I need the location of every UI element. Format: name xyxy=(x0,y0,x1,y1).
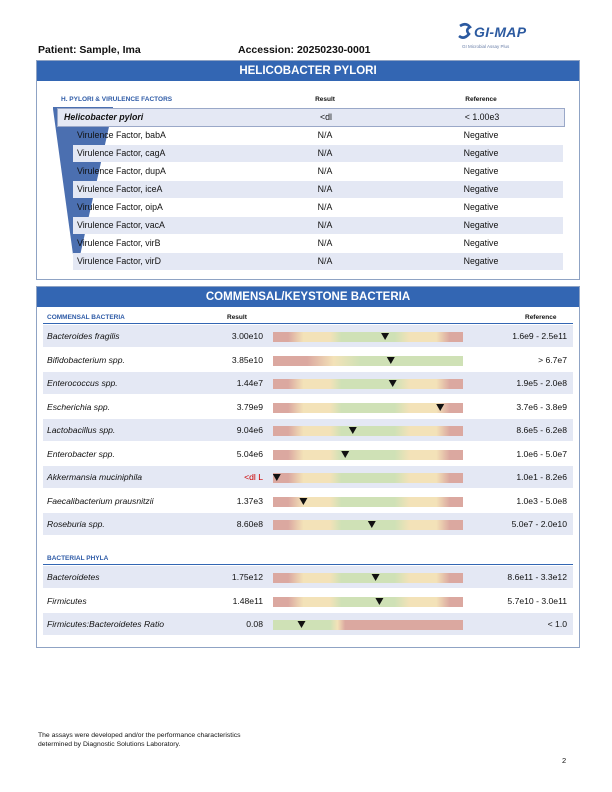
range-bar-fill xyxy=(273,356,463,366)
hp-row-name: Virulence Factor, virB xyxy=(77,238,161,248)
range-bar-fill xyxy=(273,597,463,607)
hp-row-result: N/A xyxy=(317,148,333,158)
table-row xyxy=(43,566,573,588)
hp-row-reference: Negative xyxy=(463,130,499,140)
range-bar xyxy=(273,496,463,508)
organism-name: Faecalibacterium prausnitzii xyxy=(47,495,154,506)
footer-disclaimer xyxy=(38,732,241,749)
table-row xyxy=(73,181,563,198)
range-bar xyxy=(273,355,463,367)
table-row xyxy=(73,163,563,180)
organism-name: Firmicutes xyxy=(47,595,87,606)
reference-range: < 1.0 xyxy=(547,619,567,629)
reference-range: 5.7e10 - 3.0e11 xyxy=(507,595,567,606)
hp-row-reference: Negative xyxy=(463,202,499,212)
page-number: 2 xyxy=(562,756,567,765)
phyla-table xyxy=(43,565,573,637)
footer-line: The assays were developed and/or the performance characteristics xyxy=(38,732,241,739)
table-row xyxy=(73,217,563,234)
reference-range: 1.6e9 - 2.5e11 xyxy=(512,331,567,341)
range-bar xyxy=(273,572,463,584)
commensal-result-header: Result xyxy=(227,314,247,321)
range-bar-fill xyxy=(273,573,463,583)
table-row xyxy=(43,349,573,371)
result-value: 5.04e6 xyxy=(236,448,263,459)
organism-name: Bacteroides fragilis xyxy=(47,331,120,341)
range-bar xyxy=(273,402,463,414)
range-bar-fill xyxy=(273,379,463,389)
hp-result-header: Result xyxy=(315,96,335,103)
hp-row-result: N/A xyxy=(317,256,333,266)
patient-name: Patient: Sample, Ima xyxy=(38,44,141,56)
reference-range: 5.0e7 - 2.0e10 xyxy=(511,519,567,529)
organism-name: Akkermansia muciniphila xyxy=(47,472,143,482)
range-bar-fill xyxy=(273,473,463,483)
range-bar xyxy=(273,472,463,484)
organism-name: Enterobacter spp. xyxy=(47,448,115,459)
result-value: 1.48e11 xyxy=(232,595,263,606)
result-value: 1.37e3 xyxy=(236,495,263,506)
commensal-table xyxy=(43,324,573,534)
range-bar-fill xyxy=(273,450,463,460)
range-bar-fill xyxy=(273,426,463,436)
range-bar-fill xyxy=(273,332,463,342)
result-value: 1.44e7 xyxy=(236,378,263,388)
result-value: 3.79e9 xyxy=(236,401,263,412)
hp-row-reference: Negative xyxy=(463,148,499,158)
accession-number: Accession: 20250230-0001 xyxy=(238,44,371,56)
organism-name: Roseburia spp. xyxy=(47,519,105,529)
hp-row-name: Virulence Factor, iceA xyxy=(77,184,163,194)
hp-section-label: H. PYLORI & VIRULENCE FACTORS xyxy=(61,96,173,103)
reference-range: 1.9e5 - 2.0e8 xyxy=(516,378,567,388)
commensal-panel xyxy=(36,286,580,648)
reference-range: 1.0e1 - 8.2e6 xyxy=(516,472,567,482)
table-row xyxy=(43,613,573,635)
phyla-section-label: BACTERIAL PHYLA xyxy=(47,555,109,562)
hp-row-reference: Negative xyxy=(463,238,499,248)
table-row xyxy=(43,325,573,347)
table-row xyxy=(73,253,563,270)
table-row xyxy=(43,590,573,612)
gi-map-logo xyxy=(456,22,576,50)
logo-subtitle: GI Microbial Assay Plus xyxy=(462,44,510,49)
h-pylori-banner: HELICOBACTER PYLORI xyxy=(37,61,579,81)
commensal-section-label: COMMENSAL BACTERIA xyxy=(47,314,125,321)
hp-row-name: Virulence Factor, virD xyxy=(77,256,161,266)
result-value: 3.00e10 xyxy=(231,331,263,341)
hp-row-result: N/A xyxy=(317,202,333,212)
organism-name: Lactobacillus spp. xyxy=(47,425,116,435)
hp-row-name: Virulence Factor, cagA xyxy=(77,148,166,158)
table-row xyxy=(73,127,563,144)
hp-row-reference: Negative xyxy=(463,184,499,194)
hp-row-result: N/A xyxy=(317,184,333,194)
table-row xyxy=(43,443,573,465)
hp-row-reference: < 1.00e3 xyxy=(464,112,500,122)
hp-row-reference: Negative xyxy=(463,256,499,266)
footer-line: determined by Diagnostic Solutions Laboratory. xyxy=(38,740,181,748)
range-bar-fill xyxy=(273,403,463,413)
range-bar-fill xyxy=(273,520,463,530)
commensal-reference-header: Reference xyxy=(525,314,557,321)
result-value: 1.75e12 xyxy=(231,572,263,582)
h-pylori-panel xyxy=(36,60,580,280)
result-value: 3.85e10 xyxy=(231,354,263,365)
table-row xyxy=(57,108,565,127)
hp-row-name: Virulence Factor, babA xyxy=(77,130,166,140)
range-bar xyxy=(273,619,463,631)
reference-range: 8.6e11 - 3.3e12 xyxy=(507,572,567,582)
range-bar xyxy=(273,378,463,390)
hp-row-result: N/A xyxy=(317,166,333,176)
hp-row-reference: Negative xyxy=(463,220,499,230)
result-value: 9.04e6 xyxy=(236,425,263,435)
logo-icon xyxy=(456,22,476,42)
range-bar xyxy=(273,331,463,343)
reference-range: > 6.7e7 xyxy=(538,354,567,365)
hp-row-name: Virulence Factor, dupA xyxy=(77,166,166,176)
hp-row-result: N/A xyxy=(317,130,333,140)
hp-reference-header: Reference xyxy=(465,96,497,103)
organism-name: Bacteroidetes xyxy=(47,572,100,582)
table-row xyxy=(73,199,563,216)
reference-range: 8.6e5 - 6.2e8 xyxy=(516,425,567,435)
hp-row-name: Virulence Factor, oipA xyxy=(77,202,163,212)
range-bar xyxy=(273,449,463,461)
table-row xyxy=(43,513,573,535)
range-bar xyxy=(273,519,463,531)
logo-text: GI-MAP xyxy=(474,24,527,40)
hp-row-reference: Negative xyxy=(463,166,499,176)
range-bar xyxy=(273,596,463,608)
table-row xyxy=(43,396,573,418)
reference-range: 3.7e6 - 3.8e9 xyxy=(516,401,567,412)
organism-name: Escherichia spp. xyxy=(47,401,111,412)
reference-range: 1.0e3 - 5.0e8 xyxy=(516,495,567,506)
table-row xyxy=(43,419,573,441)
organism-name: Bifidobacterium spp. xyxy=(47,354,125,365)
hp-row-result: N/A xyxy=(317,238,333,248)
commensal-banner: COMMENSAL/KEYSTONE BACTERIA xyxy=(37,287,579,307)
organism-name: Firmicutes:Bacteroidetes Ratio xyxy=(47,619,165,629)
result-value: <dl L xyxy=(244,472,263,482)
hp-row-name: Virulence Factor, vacA xyxy=(77,220,165,230)
hp-table xyxy=(53,107,563,269)
table-row xyxy=(73,145,563,162)
table-row xyxy=(43,466,573,488)
table-row xyxy=(73,235,563,252)
range-bar xyxy=(273,425,463,437)
organism-name: Enterococcus spp. xyxy=(47,378,118,388)
reference-range: 1.0e6 - 5.0e7 xyxy=(516,448,567,459)
table-row xyxy=(43,372,573,394)
result-value: 0.08 xyxy=(246,619,263,629)
hp-row-result: N/A xyxy=(317,220,333,230)
hp-row-result: <dl xyxy=(320,112,332,122)
table-row xyxy=(43,490,573,512)
hp-row-name: Helicobacter pylori xyxy=(64,112,144,122)
result-value: 8.60e8 xyxy=(236,519,263,529)
